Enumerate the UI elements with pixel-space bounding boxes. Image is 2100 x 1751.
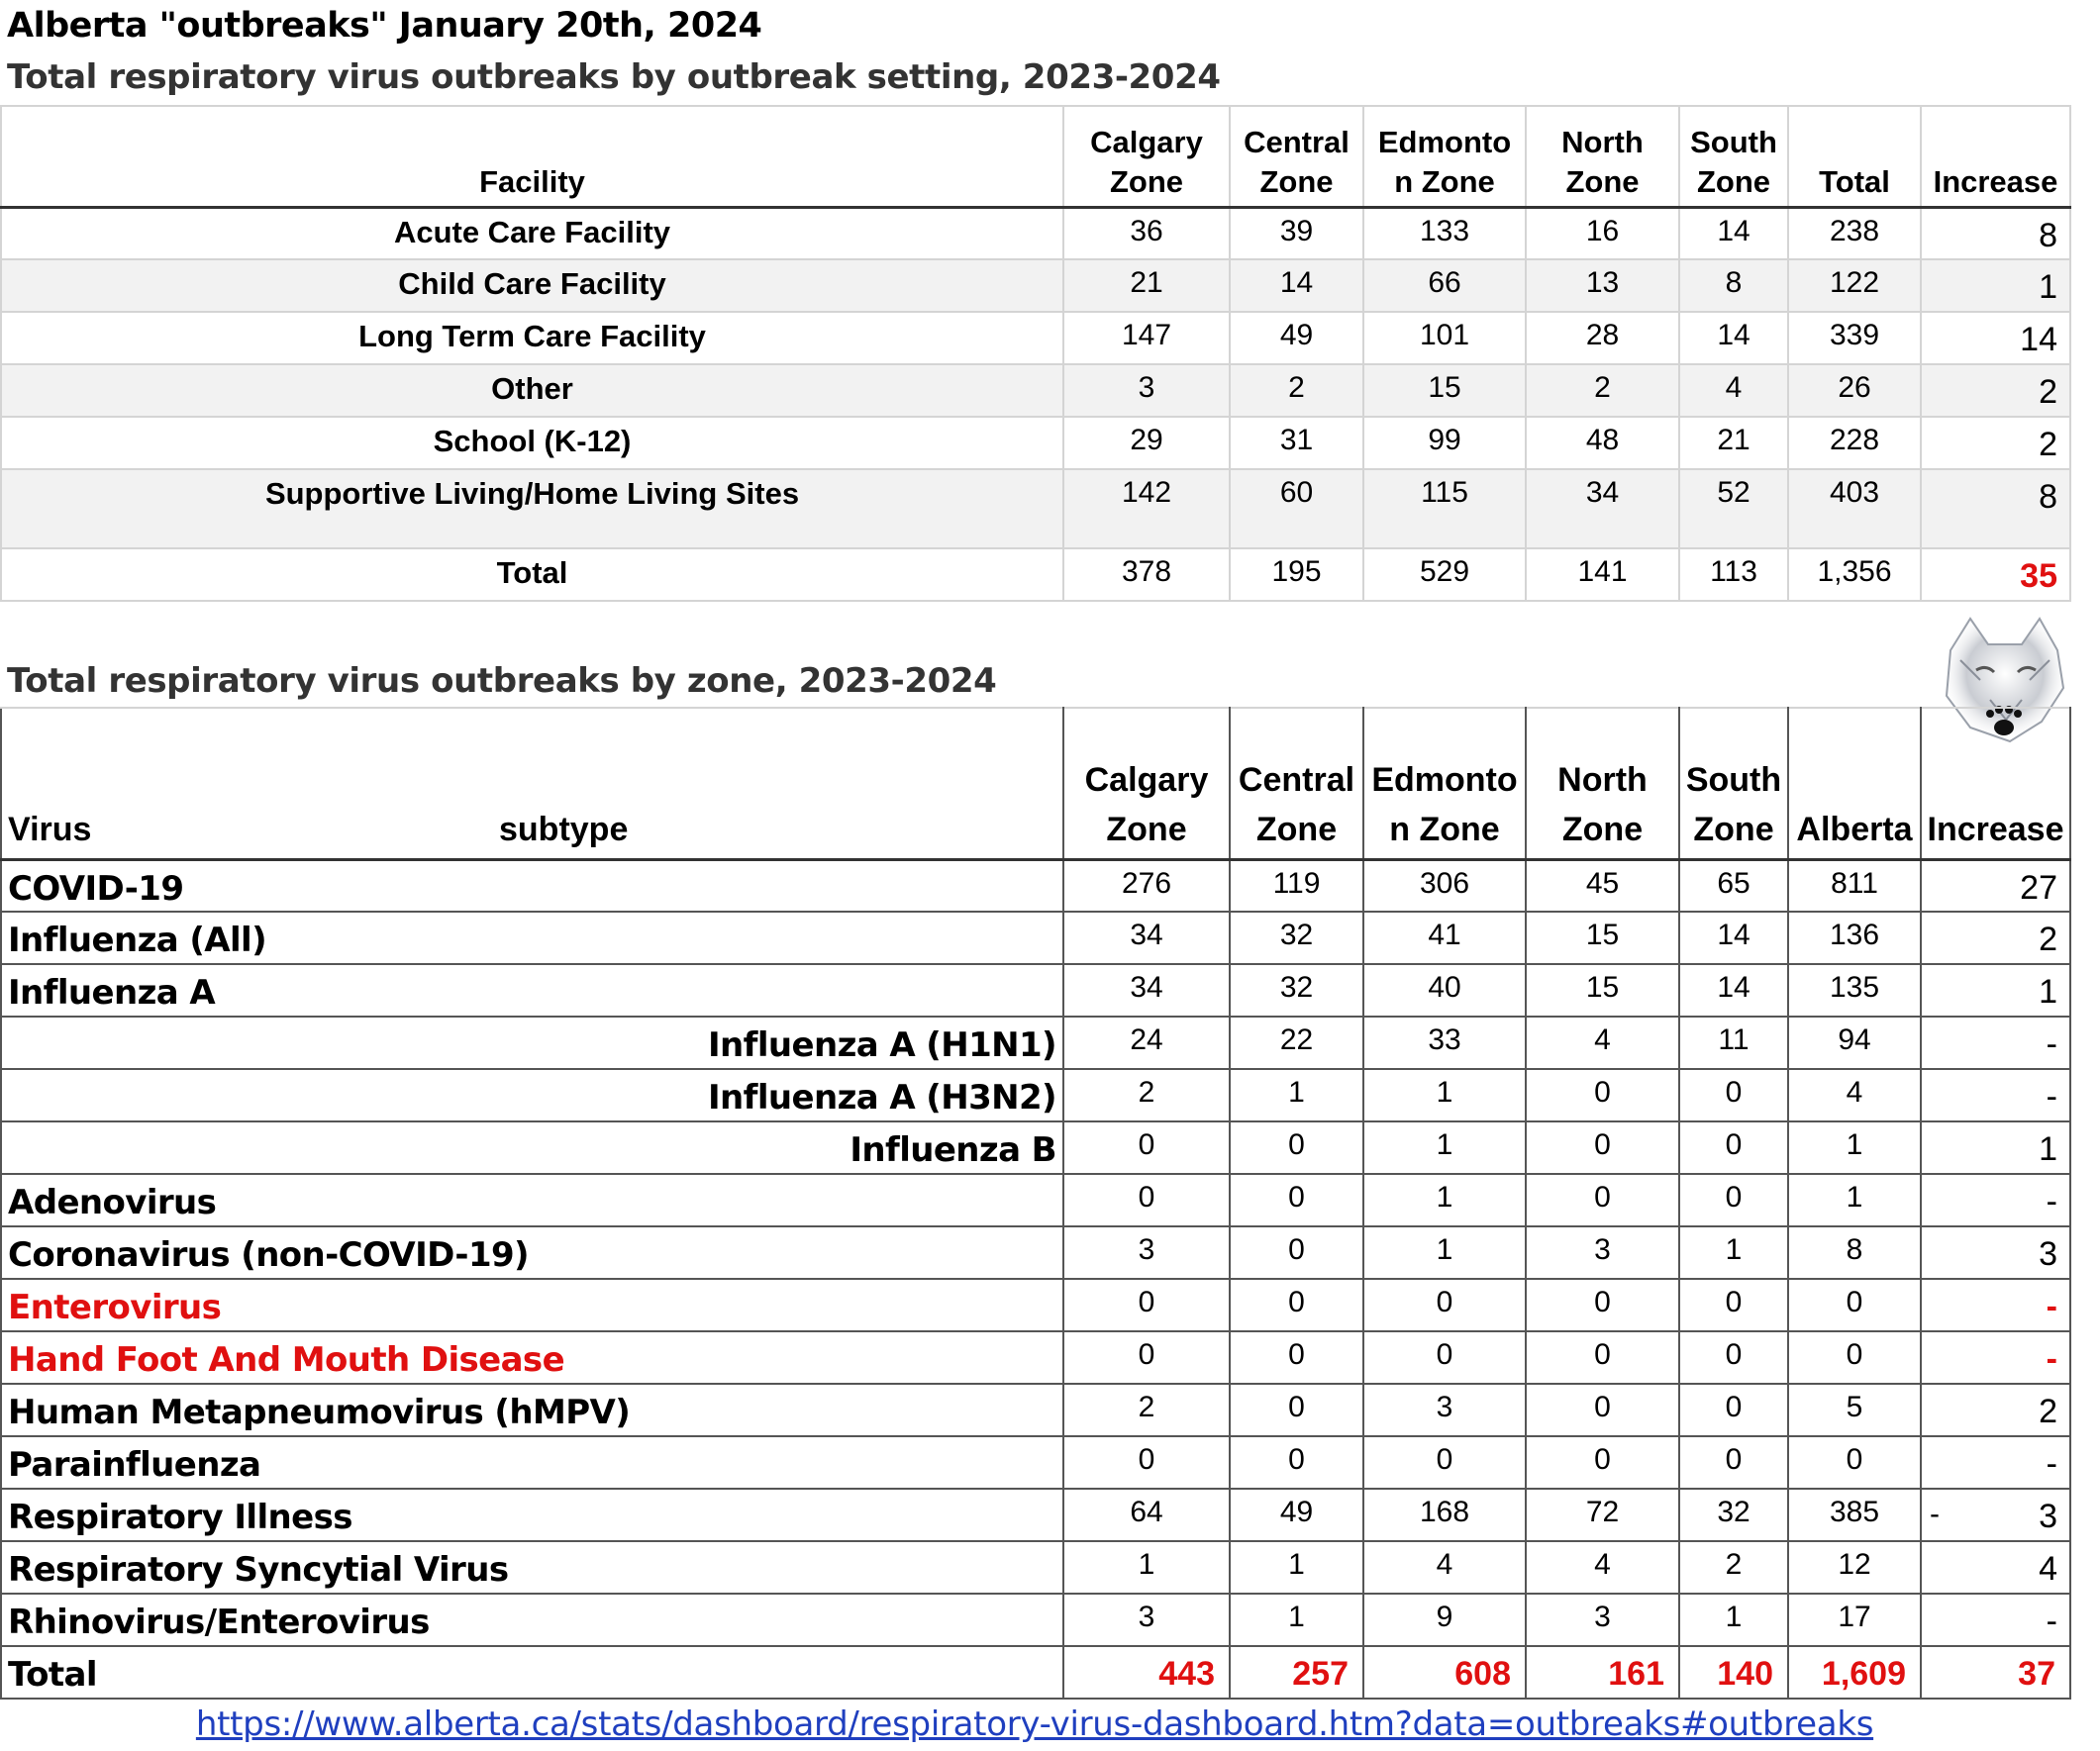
cell-central: 60 — [1230, 469, 1363, 548]
cell-alberta: 135 — [1788, 964, 1921, 1017]
cell-total: 228 — [1788, 417, 1921, 469]
cell-edmonton: 529 — [1363, 548, 1526, 601]
cell-total: 238 — [1788, 207, 1921, 259]
cell-calgary: 142 — [1063, 469, 1230, 548]
cell-increase: 2 — [1921, 1384, 2070, 1436]
cell-calgary: 276 — [1063, 859, 1230, 912]
cell-alberta: 17 — [1788, 1594, 1921, 1646]
cell-central: 0 — [1230, 1226, 1363, 1279]
cell-edmonton: 1 — [1363, 1226, 1526, 1279]
cell-central: 1 — [1230, 1594, 1363, 1646]
cell-alberta: 0 — [1788, 1279, 1921, 1331]
cell-north: 161 — [1526, 1646, 1679, 1699]
col-header-alberta: Alberta — [1788, 708, 1921, 859]
cell-north: 0 — [1526, 1279, 1679, 1331]
cell-increase: - — [1921, 1069, 2070, 1121]
table-row — [1, 1384, 2070, 1436]
cell-facility: Total — [1, 548, 1063, 601]
total-row — [1, 548, 2070, 601]
cell-north: 2 — [1526, 364, 1679, 417]
cell-edmonton: 0 — [1363, 1436, 1526, 1489]
cell-north: 28 — [1526, 312, 1679, 364]
cell-central: 0 — [1230, 1436, 1363, 1489]
cell-increase: - — [1921, 1331, 2070, 1384]
table-row — [1, 964, 2070, 1017]
cell-total: 1,356 — [1788, 548, 1921, 601]
cell-increase: 4 — [1921, 1541, 2070, 1594]
col-header-increase: Increase — [1921, 106, 2070, 207]
cell-calgary: 24 — [1063, 1017, 1230, 1069]
cell-increase: 35 — [1921, 548, 2070, 601]
cell-edmonton: 0 — [1363, 1331, 1526, 1384]
cell-facility: Supportive Living/Home Living Sites — [1, 469, 1063, 548]
cell-south: 14 — [1679, 964, 1788, 1017]
cell-north: 0 — [1526, 1174, 1679, 1226]
virus-table-body — [1, 859, 2070, 1699]
cell-calgary: 36 — [1063, 207, 1230, 259]
cell-central: 1 — [1230, 1541, 1363, 1594]
cell-virus: Coronavirus (non-COVID-19) — [1, 1226, 1063, 1279]
table-row — [1, 1436, 2070, 1489]
table-row — [1, 259, 2070, 312]
table-header-row — [1, 708, 2070, 859]
table-row — [1, 312, 2070, 364]
cell-virus: Total — [1, 1646, 1063, 1699]
increase-value: 3 — [2039, 1498, 2057, 1535]
cell-calgary: 3 — [1063, 1594, 1230, 1646]
cell-alberta: 0 — [1788, 1436, 1921, 1489]
cell-virus: Parainfluenza — [1, 1436, 1063, 1489]
cell-south: 65 — [1679, 859, 1788, 912]
cell-alberta: 136 — [1788, 912, 1921, 964]
cell-virus: Influenza A — [1, 964, 1063, 1017]
cell-edmonton: 608 — [1363, 1646, 1526, 1699]
cell-calgary: 443 — [1063, 1646, 1230, 1699]
cell-increase: 1 — [1921, 1121, 2070, 1174]
source-link[interactable]: https://www.alberta.ca/stats/dashboard/respiratory-virus-dashboard.htm?data=outbreaks#outbreaks — [195, 1704, 1874, 1744]
table-row — [1, 1331, 2070, 1384]
cell-north: 0 — [1526, 1069, 1679, 1121]
cell-edmonton: 99 — [1363, 417, 1526, 469]
cell-facility: Long Term Care Facility — [1, 312, 1063, 364]
cell-virus: COVID-19 — [1, 859, 1063, 912]
cell-increase: - — [1921, 1594, 2070, 1646]
cell-increase: 2 — [1921, 364, 2070, 417]
cell-increase: 37 — [1921, 1646, 2070, 1699]
virus-outbreak-table — [0, 707, 2071, 1700]
cell-alberta: 0 — [1788, 1331, 1921, 1384]
cell-south: 1 — [1679, 1594, 1788, 1646]
cell-calgary: 2 — [1063, 1384, 1230, 1436]
cell-central: 0 — [1230, 1174, 1363, 1226]
cell-south: 0 — [1679, 1174, 1788, 1226]
table-row — [1, 1121, 2070, 1174]
cell-calgary: 0 — [1063, 1436, 1230, 1489]
col-header-central: Central Zone — [1230, 106, 1363, 207]
cell-facility: Acute Care Facility — [1, 207, 1063, 259]
cell-alberta: 8 — [1788, 1226, 1921, 1279]
cell-central: 31 — [1230, 417, 1363, 469]
cell-central: 195 — [1230, 548, 1363, 601]
cell-central: 22 — [1230, 1017, 1363, 1069]
col-header-edmonton: Edmonto n Zone — [1363, 106, 1526, 207]
cell-total: 26 — [1788, 364, 1921, 417]
cell-edmonton: 3 — [1363, 1384, 1526, 1436]
cell-calgary: 0 — [1063, 1331, 1230, 1384]
col-header-increase: Increase — [1921, 708, 2070, 859]
cell-calgary: 147 — [1063, 312, 1230, 364]
total-row — [1, 1646, 2070, 1699]
cell-increase: 8 — [1921, 207, 2070, 259]
cell-calgary: 2 — [1063, 1069, 1230, 1121]
cell-central: 32 — [1230, 964, 1363, 1017]
cell-north: 48 — [1526, 417, 1679, 469]
table-row — [1, 364, 2070, 417]
cell-north: 4 — [1526, 1017, 1679, 1069]
cell-alberta: 12 — [1788, 1541, 1921, 1594]
cell-increase: - — [1921, 1174, 2070, 1226]
cell-north: 141 — [1526, 548, 1679, 601]
cell-edmonton: 1 — [1363, 1174, 1526, 1226]
cell-north: 13 — [1526, 259, 1679, 312]
cell-increase: 2 — [1921, 912, 2070, 964]
table-row — [1, 1069, 2070, 1121]
table-row — [1, 1174, 2070, 1226]
col-header-calgary: Calgary Zone — [1063, 106, 1230, 207]
cell-south: 0 — [1679, 1331, 1788, 1384]
cell-virus: Enterovirus — [1, 1279, 1063, 1331]
cell-north: 0 — [1526, 1331, 1679, 1384]
cell-central: 1 — [1230, 1069, 1363, 1121]
cell-increase: - — [1921, 1279, 2070, 1331]
col-header-south: South Zone — [1679, 106, 1788, 207]
col-header-south: South Zone — [1679, 708, 1788, 859]
cell-south: 4 — [1679, 364, 1788, 417]
cell-virus-subtype: Influenza A (H3N2) — [1, 1069, 1063, 1121]
col-header-edmonton: Edmonto n Zone — [1363, 708, 1526, 859]
cell-central: 257 — [1230, 1646, 1363, 1699]
cell-central: 0 — [1230, 1384, 1363, 1436]
section2-subtitle: Total respiratory virus outbreaks by zone, 2023-2024 — [7, 661, 997, 701]
virus-header-label: Virus — [8, 810, 92, 848]
cell-edmonton: 306 — [1363, 859, 1526, 912]
cell-south: 32 — [1679, 1489, 1788, 1541]
cell-virus-subtype: Influenza B — [1, 1121, 1063, 1174]
cell-north: 3 — [1526, 1226, 1679, 1279]
cell-total: 122 — [1788, 259, 1921, 312]
cell-edmonton: 9 — [1363, 1594, 1526, 1646]
cell-edmonton: 33 — [1363, 1017, 1526, 1069]
cell-south: 14 — [1679, 312, 1788, 364]
cell-increase: 2 — [1921, 417, 2070, 469]
cell-central: 0 — [1230, 1279, 1363, 1331]
cell-calgary: 64 — [1063, 1489, 1230, 1541]
cell-south: 52 — [1679, 469, 1788, 548]
cell-south: 0 — [1679, 1436, 1788, 1489]
cell-virus: Rhinovirus/Enterovirus — [1, 1594, 1063, 1646]
col-header-north: North Zone — [1526, 708, 1679, 859]
cell-facility: School (K-12) — [1, 417, 1063, 469]
cell-edmonton: 1 — [1363, 1121, 1526, 1174]
cell-north: 0 — [1526, 1436, 1679, 1489]
table-row — [1, 912, 2070, 964]
cell-south: 14 — [1679, 912, 1788, 964]
cell-edmonton: 133 — [1363, 207, 1526, 259]
cell-alberta: 94 — [1788, 1017, 1921, 1069]
cell-total: 403 — [1788, 469, 1921, 548]
table-row — [1, 1489, 2070, 1541]
col-header-facility: Facility — [1, 106, 1063, 207]
table-row — [1, 207, 2070, 259]
cell-calgary: 34 — [1063, 912, 1230, 964]
col-header-virus — [1, 708, 1063, 859]
cell-calgary: 29 — [1063, 417, 1230, 469]
cell-calgary: 3 — [1063, 1226, 1230, 1279]
cell-increase: 14 — [1921, 312, 2070, 364]
cell-south: 1 — [1679, 1226, 1788, 1279]
subtype-header-label: subtype — [499, 810, 629, 848]
cell-edmonton: 168 — [1363, 1489, 1526, 1541]
col-header-central: Central Zone — [1230, 708, 1363, 859]
cell-alberta: 385 — [1788, 1489, 1921, 1541]
cell-increase: 1 — [1921, 964, 2070, 1017]
cell-virus: Human Metapneumovirus (hMPV) — [1, 1384, 1063, 1436]
cell-central: 14 — [1230, 259, 1363, 312]
cell-edmonton: 115 — [1363, 469, 1526, 548]
cell-edmonton: 15 — [1363, 364, 1526, 417]
table-row — [1, 1226, 2070, 1279]
cell-virus: Respiratory Illness — [1, 1489, 1063, 1541]
cell-calgary: 378 — [1063, 548, 1230, 601]
cell-north: 34 — [1526, 469, 1679, 548]
table-row — [1, 1541, 2070, 1594]
cell-north: 4 — [1526, 1541, 1679, 1594]
cell-virus: Hand Foot And Mouth Disease — [1, 1331, 1063, 1384]
cell-facility: Other — [1, 364, 1063, 417]
cell-edmonton: 66 — [1363, 259, 1526, 312]
cell-virus: Respiratory Syncytial Virus — [1, 1541, 1063, 1594]
cell-central: 0 — [1230, 1331, 1363, 1384]
cell-edmonton: 4 — [1363, 1541, 1526, 1594]
cell-central: 0 — [1230, 1121, 1363, 1174]
cell-virus: Adenovirus — [1, 1174, 1063, 1226]
cell-edmonton: 40 — [1363, 964, 1526, 1017]
cell-edmonton: 1 — [1363, 1069, 1526, 1121]
cell-south: 2 — [1679, 1541, 1788, 1594]
cell-virus-subtype: Influenza A (H1N1) — [1, 1017, 1063, 1069]
cell-increase: 8 — [1921, 469, 2070, 548]
cell-north: 45 — [1526, 859, 1679, 912]
col-header-north: North Zone — [1526, 106, 1679, 207]
cell-calgary: 1 — [1063, 1541, 1230, 1594]
cell-north: 0 — [1526, 1121, 1679, 1174]
cell-south: 140 — [1679, 1646, 1788, 1699]
cell-central: 119 — [1230, 859, 1363, 912]
cell-increase: 1 — [1921, 259, 2070, 312]
cell-alberta: 5 — [1788, 1384, 1921, 1436]
table-row — [1, 1017, 2070, 1069]
cell-north: 3 — [1526, 1594, 1679, 1646]
table-row — [1, 1594, 2070, 1646]
page-title: Alberta "outbreaks" January 20th, 2024 — [7, 6, 762, 46]
cell-south: 113 — [1679, 548, 1788, 601]
col-header-total: Total — [1788, 106, 1921, 207]
facility-outbreak-table — [0, 105, 2071, 602]
cell-calgary: 0 — [1063, 1174, 1230, 1226]
table-header-row — [1, 106, 2070, 207]
cell-north: 15 — [1526, 912, 1679, 964]
cell-calgary: 21 — [1063, 259, 1230, 312]
cell-edmonton: 41 — [1363, 912, 1526, 964]
section1-subtitle: Total respiratory virus outbreaks by outbreak setting, 2023-2024 — [7, 57, 1221, 97]
cell-total: 339 — [1788, 312, 1921, 364]
cell-edmonton: 0 — [1363, 1279, 1526, 1331]
cell-north: 72 — [1526, 1489, 1679, 1541]
cell-central: 32 — [1230, 912, 1363, 964]
cell-increase: 3 — [1921, 1226, 2070, 1279]
cell-south: 21 — [1679, 417, 1788, 469]
cell-south: 8 — [1679, 259, 1788, 312]
cell-calgary: 34 — [1063, 964, 1230, 1017]
cell-south: 0 — [1679, 1121, 1788, 1174]
cell-alberta: 1 — [1788, 1174, 1921, 1226]
cell-calgary: 3 — [1063, 364, 1230, 417]
cell-north: 0 — [1526, 1384, 1679, 1436]
cell-facility: Child Care Facility — [1, 259, 1063, 312]
cell-central: 2 — [1230, 364, 1363, 417]
col-header-calgary: Calgary Zone — [1063, 708, 1230, 859]
cell-south: 0 — [1679, 1384, 1788, 1436]
cell-central: 49 — [1230, 312, 1363, 364]
cell-central: 49 — [1230, 1489, 1363, 1541]
cell-south: 14 — [1679, 207, 1788, 259]
cell-alberta: 1 — [1788, 1121, 1921, 1174]
cell-north: 16 — [1526, 207, 1679, 259]
cell-central: 39 — [1230, 207, 1363, 259]
cell-south: 11 — [1679, 1017, 1788, 1069]
cell-edmonton: 101 — [1363, 312, 1526, 364]
table-row — [1, 417, 2070, 469]
cell-calgary: 0 — [1063, 1279, 1230, 1331]
cell-increase: 27 — [1921, 859, 2070, 912]
cell-calgary: 0 — [1063, 1121, 1230, 1174]
cell-south: 0 — [1679, 1069, 1788, 1121]
increase-prefix: - — [1930, 1498, 1940, 1530]
table-row — [1, 859, 2070, 912]
cell-increase: - — [1921, 1017, 2070, 1069]
table-row — [1, 1279, 2070, 1331]
cell-virus: Influenza (All) — [1, 912, 1063, 964]
cell-alberta: 4 — [1788, 1069, 1921, 1121]
cell-north: 15 — [1526, 964, 1679, 1017]
cell-increase: - — [1921, 1436, 2070, 1489]
table-row — [1, 469, 2070, 548]
cell-increase — [1921, 1489, 2070, 1541]
cell-south: 0 — [1679, 1279, 1788, 1331]
cell-alberta: 1,609 — [1788, 1646, 1921, 1699]
cell-alberta: 811 — [1788, 859, 1921, 912]
